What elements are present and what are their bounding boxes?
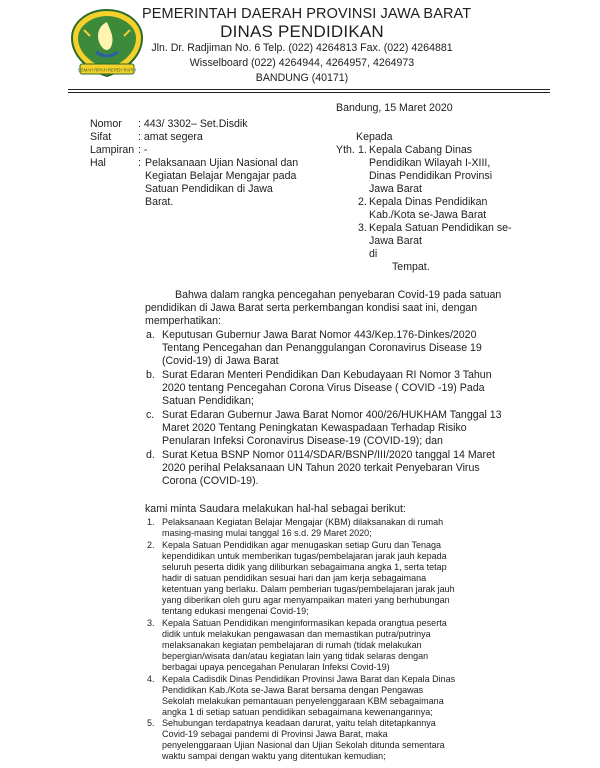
consideration-line: 2020 perihal Pelaksanaan UN Tahun 2020 terkait Penyebaran Virus	[162, 462, 480, 474]
letterhead-agency: DINAS PENDIDIKAN	[220, 22, 384, 41]
consideration-line: 2020 tentang Pencegahan Corona Virus Disease ( COVID -19) Pada	[162, 382, 485, 394]
recipient-num: 2.	[358, 196, 367, 208]
instruction-line: yang diberikan oleh guru agar menyampaikan materi yang berhubungan	[162, 594, 450, 605]
intro-line: memperhatikan:	[145, 315, 221, 327]
instruction-num: 2.	[147, 539, 155, 550]
instruction-line: masing-masing mulai tanggal 16 s.d. 29 Maret 2020;	[162, 528, 372, 539]
instruction-line: penyelenggaraan Ujian Nasional dan Ujian Sekolah ditunda sementara	[162, 739, 445, 750]
instruction-line: seluruh peserta didik yang diliburkan sebagaimana angka 1, serta tetap	[162, 561, 447, 572]
instruction-line: kependidikan untuk memberikan tugas/pembelajaran jarak jauh kepada	[162, 550, 447, 561]
intro-line: pendidikan di Jawa Barat serta perkembangan kondisi saat ini, dengan	[145, 302, 478, 314]
letterhead-address: Jln. Dr. Radjiman No. 6 Telp. (022) 4264813 Fax. (022) 4264881	[151, 42, 453, 54]
hal-label: Hal	[90, 157, 106, 169]
recipient-num: 3.	[358, 222, 367, 234]
request-intro: kami minta Saudara melakukan hal-hal sebagai berikut:	[145, 503, 406, 515]
instruction-num: 4.	[147, 673, 155, 684]
recipient-line: Pendidikan Wilayah I-XIII,	[369, 157, 491, 169]
instruction-line: tentang edukasi mengenai Covid-19;	[162, 606, 309, 616]
lampiran-label: Lampiran	[90, 144, 135, 156]
instruction-line: hadir di satuan pendidikan sesuai hari dan jam kerja sebagaimana	[162, 572, 427, 583]
instruction-num: 1.	[147, 517, 155, 527]
recipient-di: di	[369, 248, 378, 260]
instruction-num: 3.	[147, 617, 155, 628]
instruction-line: didik untuk melakukan pengawasan dan memastikan putra/putrinya	[162, 628, 431, 639]
consideration-label: c.	[146, 409, 155, 421]
recipient-tempat: Tempat.	[392, 261, 430, 273]
sifat-label: Sifat	[90, 131, 112, 143]
instruction-line: Pendidikan Kab./Kota se-Jawa Barat bersama dengan Pengawas	[162, 684, 424, 695]
recipient-line: Kepala Satuan Pendidikan se-	[369, 222, 512, 234]
hal-line: Pelaksanaan Ujian Nasional dan	[145, 157, 299, 169]
instruction-line: Sehubungan terdapatnya keadaan darurat, yaitu telah ditetapkannya	[162, 717, 436, 728]
instruction-line: Kepala Satuan Pendidikan agar menugaskan setiap Guru dan Tenaga	[162, 539, 442, 550]
intro-line: Bahwa dalam rangka pencegahan penyebaran Covid-19 pada satuan	[175, 289, 502, 301]
consideration-line: Surat Ketua BSNP Nomor 0114/SDAR/BSNP/III/2020 tanggal 14 Maret	[162, 449, 495, 461]
instruction-line: berbagai upaya pencegahan Penularan Infeksi Covid-19)	[162, 661, 390, 672]
instruction-line: angka 1 di setiap satuan pendidikan sebagaimana kewenangannya;	[162, 706, 433, 717]
nomor-label: Nomor	[90, 118, 122, 130]
kepada-label: Kepada	[356, 131, 393, 143]
instruction-line: Kepala Satuan Pendidikan menginformasikan kepada orangtua peserta	[162, 617, 447, 628]
consideration-line: Surat Edaran Gubernur Jawa Barat Nomor 400/26/HUKHAM Tanggal 13	[162, 409, 502, 421]
instruction-line: waktu sampai dengan waktu yang ditentukan kemudian;	[162, 750, 386, 761]
recipient-line: Kepala Cabang Dinas	[369, 144, 473, 156]
instruction-line: Covid-19 sebagai pandemi di Provinsi Jawa Barat, maka	[162, 728, 388, 739]
consideration-line: Surat Edaran Menteri Pendidikan Dan Kebudayaan RI Nomor 3 Tahun	[162, 369, 492, 381]
consideration-label: b.	[146, 369, 155, 381]
instruction-line: bepergian/wisata dan/atau kegiatan lain yang tidak selaras dengan	[162, 650, 429, 661]
recipient-line: Jawa Barat	[369, 183, 422, 195]
west-java-emblem-logo	[66, 8, 148, 80]
instruction-line: Pelaksanaan Kegiatan Belajar Mengajar (KBM) dilaksanakan di rumah	[162, 517, 444, 527]
lampiran-value: : -	[138, 144, 148, 156]
hal-line: Kegiatan Belajar Mengajar pada	[145, 170, 297, 182]
consideration-label: a.	[146, 329, 155, 341]
consideration-line: Tentang Pencegahan dan Penanggulangan Coronavirus Disease 19	[162, 342, 482, 354]
recipient-line: Kab./Kota se-Jawa Barat	[369, 209, 487, 221]
yth-label: Yth.	[336, 144, 355, 156]
consideration-label: d.	[146, 449, 155, 461]
recipient-line: Jawa Barat	[369, 235, 422, 247]
hal-colon: :	[138, 157, 141, 169]
recipient-num: 1.	[358, 144, 367, 156]
letterhead-rule-thick	[68, 89, 550, 90]
instruction-line: ketentuan yang berlaku. Dalam pemberian tugas/pembelajaran jarak jauh	[162, 583, 455, 594]
letterhead-rule-thin	[68, 92, 550, 93]
letterhead-city: BANDUNG (40171)	[255, 72, 349, 84]
hal-line: Barat.	[145, 196, 174, 208]
instruction-num: 5.	[147, 717, 155, 728]
consideration-line: Satuan Pendidikan;	[162, 395, 254, 407]
consideration-line: Maret 2020 Tentang Peningkatan Kewaspadaan Terhadap Risiko	[162, 422, 467, 434]
letterhead-phone: Wisselboard (022) 4264944, 4264957, 4264973	[189, 57, 415, 69]
consideration-line: Penularan Infeksi Coronavirus Disease-19 (COVID-19); dan	[162, 435, 443, 447]
letterhead-government: PEMERINTAH DAERAH PROVINSI JAWA BARAT	[142, 6, 472, 22]
sifat-value: : amat segera	[138, 131, 203, 143]
letter-date: Bandung, 15 Maret 2020	[336, 102, 453, 114]
recipient-line: Dinas Pendidikan Provinsi	[369, 170, 493, 182]
consideration-line: Corona (COVID-19).	[162, 475, 259, 487]
consideration-line: (Covid-19) di Jawa Barat	[162, 355, 279, 367]
hal-line: Satuan Pendidikan di Jawa	[145, 183, 273, 195]
instruction-line: Kepala Cadisdik Dinas Pendidikan Provinsi Jawa Barat dan Kepala Dinas	[162, 673, 456, 684]
consideration-line: Keputusan Gubernur Jawa Barat Nomor 443/Kep.176-Dinkes/2020	[162, 329, 477, 341]
instruction-line: Sekolah melakukan pemantauan penyelenggaraan KBM sebagaimana	[162, 695, 444, 706]
recipient-line: Kepala Dinas Pendidikan	[369, 196, 488, 208]
nomor-value: : 443/ 3302– Set.Disdik	[138, 118, 248, 130]
instruction-line: melaksanakan kegiatan pembelajaran di rumah (tidak melakukan	[162, 639, 422, 650]
logo-motto: GEMAH RIPAH REPEH RAPIH	[77, 67, 137, 73]
